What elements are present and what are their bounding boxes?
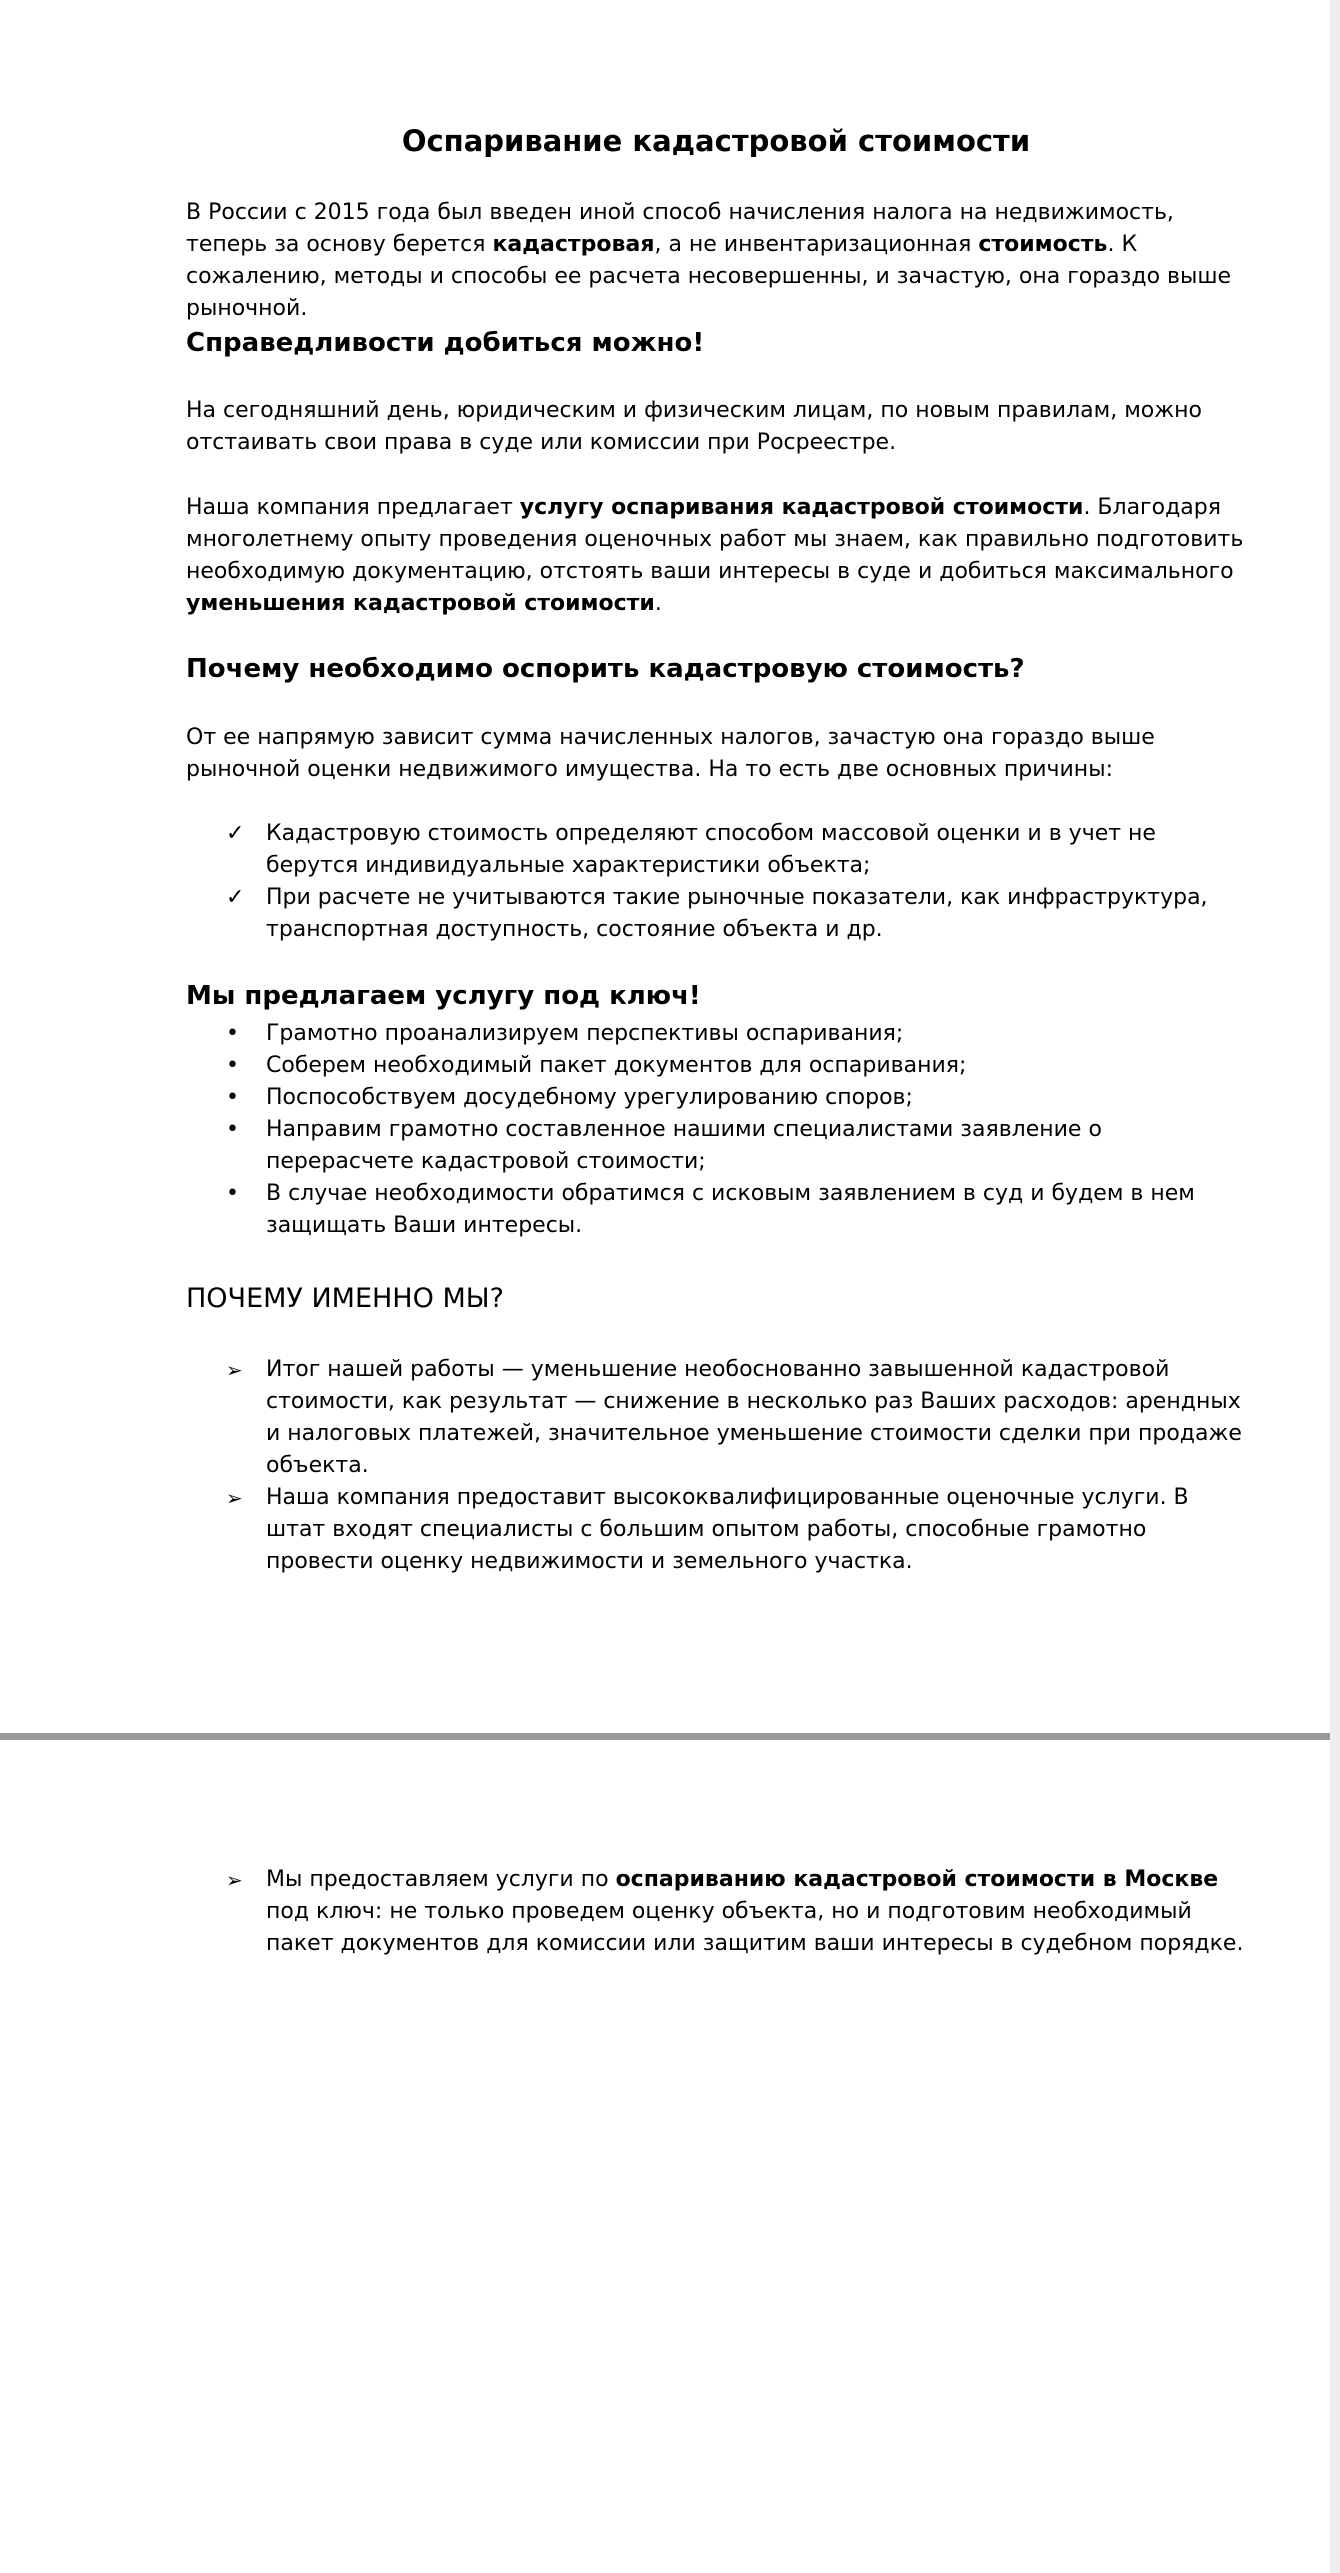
intro-text-3: . К сожалению, методы и способы ее расчета несовершенны, и зачастую, она гораздо выше рыночной. [186, 232, 1232, 321]
list-item [186, 1114, 1246, 1178]
section1-p2-text-1: Наша компания предлагает [186, 495, 520, 520]
list-item-text: Грамотно проанализируем перспективы оспаривания; [266, 1021, 904, 1046]
list-item-text: Поспособствуем досудебному урегулированию споров; [266, 1085, 913, 1110]
last-item-text-2: под ключ: не только проведем оценку объекта, но и подготовим необходимый пакет документов для комиссии или защитим ваши интересы в судебном порядке. [266, 1899, 1244, 1956]
intro-paragraph [186, 197, 1246, 325]
list-item-text: Направим грамотно составленное нашими специалистами заявление о перерасчете кадастровой стоимости; [266, 1117, 1102, 1174]
section3-heading: Мы предлагаем услугу под ключ! [186, 981, 701, 1011]
document-title: Оспаривание кадастровой стоимости [401, 124, 1031, 158]
arrow-bullet-icon: ➢ [226, 1868, 243, 1892]
list-item [186, 1018, 1246, 1050]
services-list [186, 1018, 1246, 1242]
arrow-bullet-icon: ➢ [226, 1358, 243, 1382]
intro-bold-1: кадастровая [492, 232, 655, 257]
section1-paragraph-2 [186, 492, 1246, 620]
intro-bold-2: стоимость [978, 232, 1108, 257]
section2-paragraph: От ее напрямую зависит сумма начисленных налогов, зачастую она гораздо выше рыночной оценки недвижимого имущества. На то есть две основных причины: [186, 725, 1155, 782]
bullet-icon: • [226, 1117, 239, 1142]
list-item [186, 1354, 1246, 1482]
bullet-icon: • [226, 1021, 239, 1046]
checkmark-icon: ✓ [226, 885, 245, 910]
list-item [186, 1482, 1246, 1578]
section1-heading: Справедливости добиться можно! [186, 328, 705, 358]
intro-text-1: В России с 2015 года был введен иной способ начисления налога на недвижимость, теперь за основу берется [186, 200, 1174, 257]
checkmark-icon: ✓ [226, 821, 245, 846]
list-item-text: Соберем необходимый пакет документов для оспаривания; [266, 1053, 967, 1078]
list-item [186, 1082, 1246, 1114]
document-page-2 [0, 1740, 1330, 2573]
section1-paragraph-1: На сегодняшний день, юридическим и физическим лицам, по новым правилам, можно отстаивать свои права в суде или комиссии при Росреестре. [186, 398, 1202, 455]
list-item-text: Итог нашей работы — уменьшение необоснованно завышенной кадастровой стоимости, как результат — снижение в несколько раз Ваших расходов: арендных и налоговых платежей, значительное уменьшение стоимости сделки при продаже объекта. [266, 1357, 1242, 1478]
section1-p2-text-3: . [654, 591, 662, 616]
arrow-bullet-icon: ➢ [226, 1486, 243, 1510]
bullet-icon: • [226, 1053, 239, 1078]
bullet-icon: • [226, 1181, 239, 1206]
why-us-list [186, 1354, 1246, 1578]
why-us-list-continued [186, 1864, 1246, 1960]
window-right-edge [1330, 0, 1340, 2573]
list-item [186, 882, 1246, 946]
bullet-icon: • [226, 1085, 239, 1110]
reasons-list [186, 818, 1246, 946]
section2-heading: Почему необходимо оспорить кадастровую стоимость? [186, 654, 1025, 684]
intro-text-2: , а не инвентаризационная [654, 232, 979, 257]
section1-p2-text-2: . Благодаря многолетнему опыту проведения оценочных работ мы знаем, как правильно подготовить необходимую документацию, отстоять ваши интересы в суде и добиться максимального [186, 495, 1244, 584]
page-separator [0, 1733, 1340, 1740]
list-item [186, 1050, 1246, 1082]
section4-heading: ПОЧЕМУ ИМЕННО МЫ? [186, 1283, 504, 1314]
last-item-bold: оспариванию кадастровой стоимости в Москве [615, 1867, 1219, 1892]
section1-p2-bold-2: уменьшения кадастровой стоимости [186, 591, 655, 616]
section1-p2-bold-1: услугу оспаривания кадастровой стоимости [519, 495, 1084, 520]
list-item-text: Кадастровую стоимость определяют способом массовой оценки и в учет не берутся индивидуальные характеристики объекта; [266, 821, 1156, 878]
list-item-text: При расчете не учитываются такие рыночные показатели, как инфраструктура, транспортная доступность, состояние объекта и др. [266, 885, 1208, 942]
list-item-text: Наша компания предоставит высококвалифицированные оценочные услуги. В штат входят специалисты с большим опытом работы, способные грамотно провести оценку недвижимости и земельного участка. [266, 1485, 1189, 1574]
last-item-text-1: Мы предоставляем услуги по [266, 1867, 616, 1892]
list-item-text: В случае необходимости обратимся с исковым заявлением в суд и будем в нем защищать Ваши интересы. [266, 1181, 1195, 1238]
list-item [186, 1178, 1246, 1242]
list-item [186, 818, 1246, 882]
list-item-text [266, 1867, 1243, 1956]
list-item [186, 1864, 1246, 1960]
